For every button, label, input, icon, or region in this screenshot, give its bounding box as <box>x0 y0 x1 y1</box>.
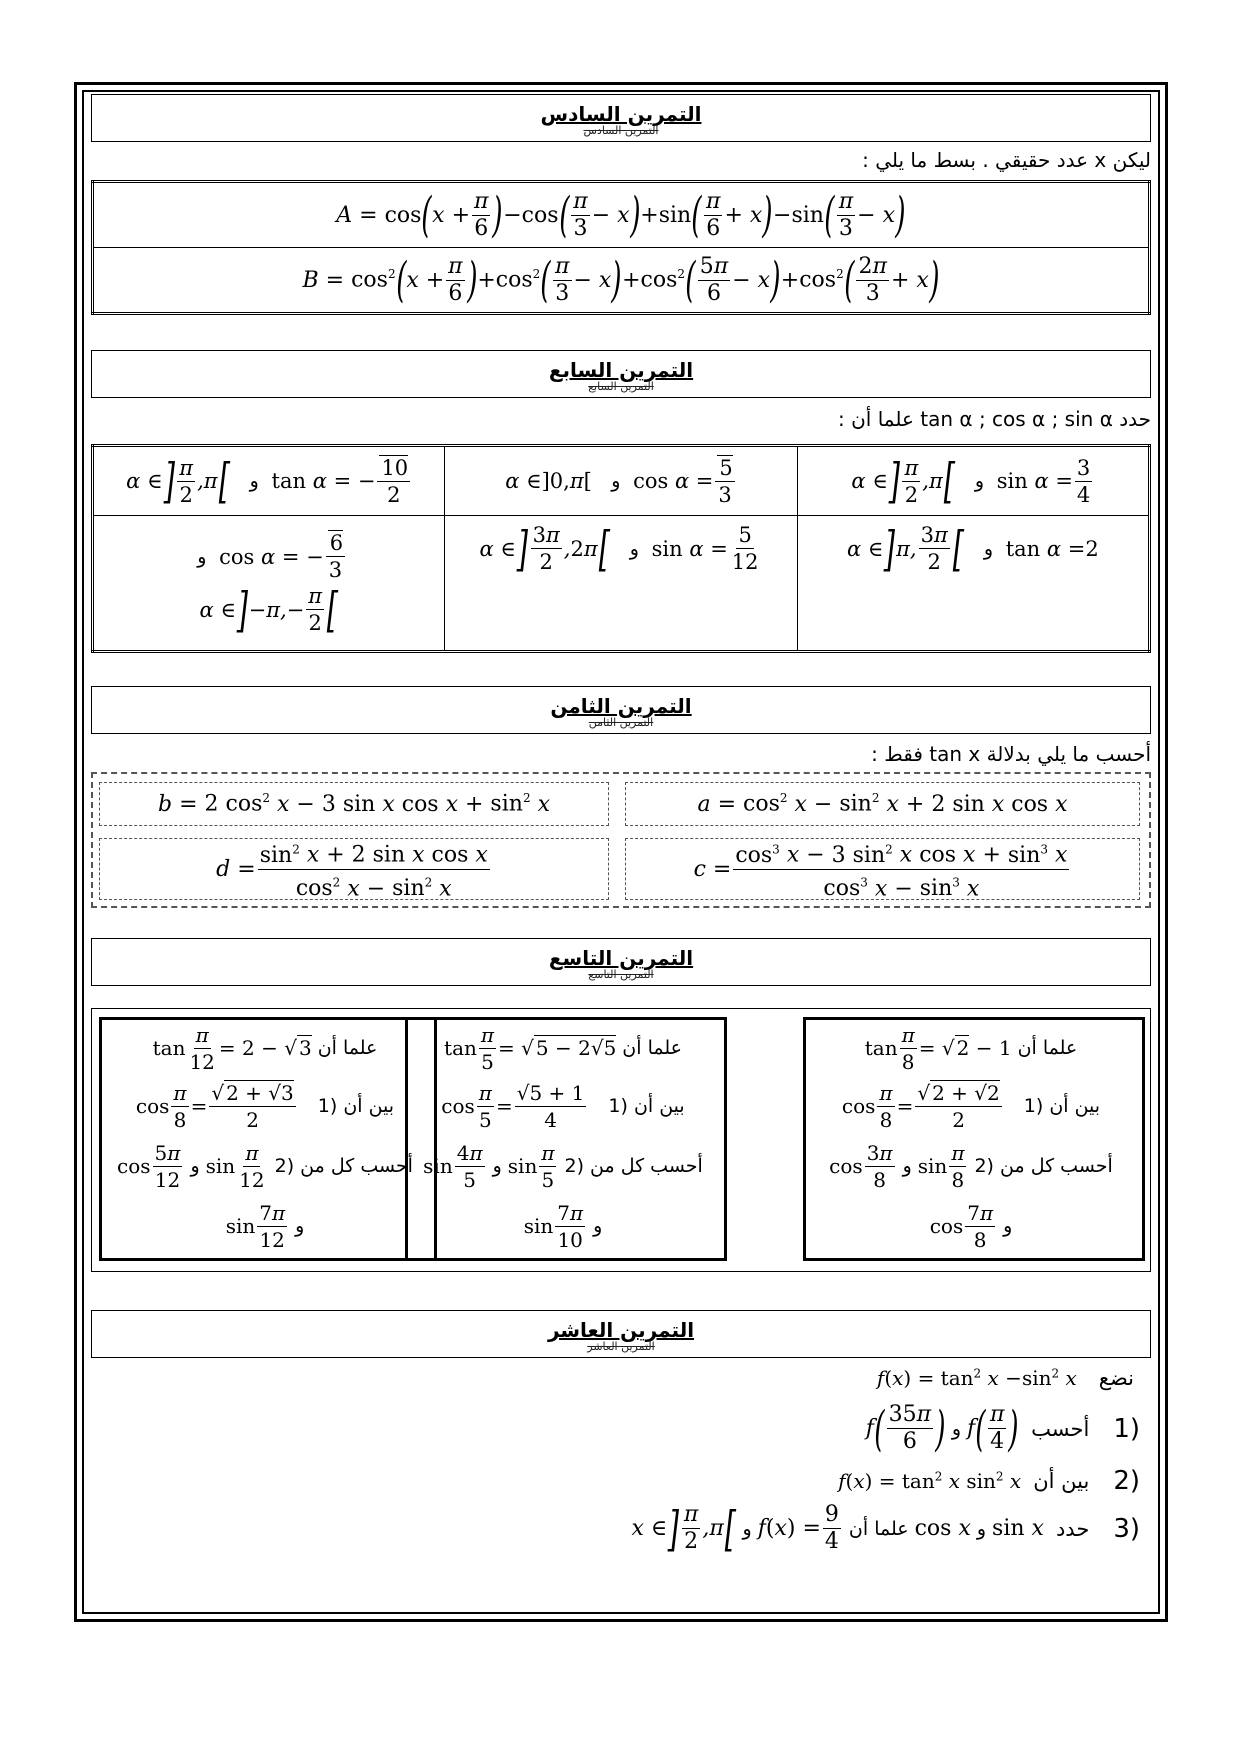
expression-b: B = $\cos^2$ ( x + $\frac{\pi}{6}$ ) + $\cos^2$ ( $\frac{\pi}{3}$ − x ) + $\cos^2$ ( $\frac{5\pi}{6}$ − x ) + $\cos^2$ ( $\frac{2\pi}{3}$ + x ) <box>93 248 1150 314</box>
exercise-9-pi-8: tan $\frac{\pi}{8}$ = √ 2 − 1 علما أن cos $\frac{\pi}{8}$ = $\frac{√ 2 + √2}{2}$ 1) بين أن cos $\frac{3\pi}{8}$ و sin $\frac{\pi}{8}$ 2) أحسب كل من cos $\frac{7\pi}{8}$ و <box>803 1017 1145 1261</box>
expression-d8: d = $\frac{\sin^2 x + 2 \sin x \cos x}{\cos^2 x - \sin^2 x}$ <box>99 838 609 900</box>
case-tan-two: α ∈ ] π, $\frac{3\pi}{2}$ [ و tan α = 2 <box>797 516 1149 652</box>
expression-a: A = cos ( x + $\frac{\pi}{6}$ ) − cos ( $\frac{\pi}{3}$ − x ) + sin ( $\frac{\pi}{6}$ + x ) − sin ( $\frac{\pi}{3}$ − x ) <box>93 182 1150 248</box>
exercise-7-intro: حدد tan α ; cos α ; sin α علما أن : <box>838 407 1151 431</box>
case-sin-five-twelfths: α ∈ ] $\frac{3\pi}{2}$ , 2 π [ و sin α = $\frac{5}{12}$ <box>445 516 797 652</box>
exercise-8-intro: أحسب ما يلي بدلالة tan x فقط : <box>871 742 1151 766</box>
exercise-6-expressions <box>91 180 1151 315</box>
exercise-10-definition: f ( x ) = $\tan^2$ x − $\sin^2$ x نضع <box>876 1366 1134 1390</box>
exercise-9-pi-5: tan $\frac{\pi}{5}$ = √ 5 − 2√5 علما أن cos $\frac{\pi}{5}$ = $\frac{√5 + 1}{4}$ 1) بين أن sin $\frac{4\pi}{5}$ و sin $\frac{\pi}{5}$ 2) أحسب كل من sin $\frac{7\pi}{10}$ و <box>405 1017 727 1261</box>
exercise-9-pi-12: tan $\frac{\pi}{12}$ = 2 − √ 3 علما أن cos $\frac{\pi}{8}$ = $\frac{√ 2 + √3}{2}$ 1) بين أن cos $\frac{5\pi}{12}$ و sin $\frac{\pi}{12}$ 2) أحسب كل من sin $\frac{7\pi}{12}$ و <box>99 1017 437 1261</box>
expression-a8: a = $\cos^2$ x − $\sin^2$ x + 2 sin x cos x <box>697 791 1068 817</box>
exercise-10-question-2: f ( x ) = $\tan^2$ x $\sin^2$ x بين أن 2) <box>838 1466 1140 1496</box>
case-tan-first-quadrant: α ∈ ] $\frac{\pi}{2}$ ,π [ و tan α = − $\frac{10}{2}$ <box>93 446 445 516</box>
exercise-10-question-1: f ( $\frac{35\pi}{6}$ ) و f ( $\frac{\pi}{4}$ ) أحسب 1) <box>865 1400 1140 1457</box>
exercise-8-title: التمرين الثامن التمرين الثامن <box>91 686 1151 734</box>
case-cos-half: α ∈ ]0, π [ و cos α = $\frac{5}{3}$ <box>445 446 797 516</box>
exercise-9-title: التمرين التاسع التمرين التاسع <box>91 938 1151 986</box>
exercise-9-frame <box>91 1008 1151 1272</box>
case-sin-three-quarters: α ∈ ] $\frac{\pi}{2}$ ,π [ و sin α = $\frac{3}{4}$ <box>797 446 1149 516</box>
exercise-7-table <box>91 444 1151 653</box>
case-cos-negative: و cos α = − $\frac{6}{3}$ α ∈ ] −π,− $\frac{\pi}{2}$ [ <box>93 516 445 652</box>
exercise-7-title: التمرين السابع التمرين السابع <box>91 350 1151 398</box>
exercise-10-question-3: x ∈ ] $\frac{\pi}{2}$ ,π [ و f ( x ) = $\frac{9}{4}$ علما أن cos x و sin x حدد 3) <box>631 1500 1140 1557</box>
expression-b8: b = 2 $\cos^2$ x − 3 sin x cos x + $\sin^2$ x <box>158 791 550 817</box>
exercise-6-title: التمرين السادس التمرين السادس <box>91 94 1151 142</box>
exercise-6-intro: ليكن x عدد حقيقي . بسط ما يلي : <box>862 148 1151 172</box>
exercise-10-title: التمرين العاشر التمرين العاشر <box>91 1310 1151 1358</box>
expression-c8: c = $\frac{\cos^3 x - 3 \sin^2 x \cos x + \sin^3 x}{\cos^3 x - \sin^3 x}$ <box>625 838 1140 900</box>
